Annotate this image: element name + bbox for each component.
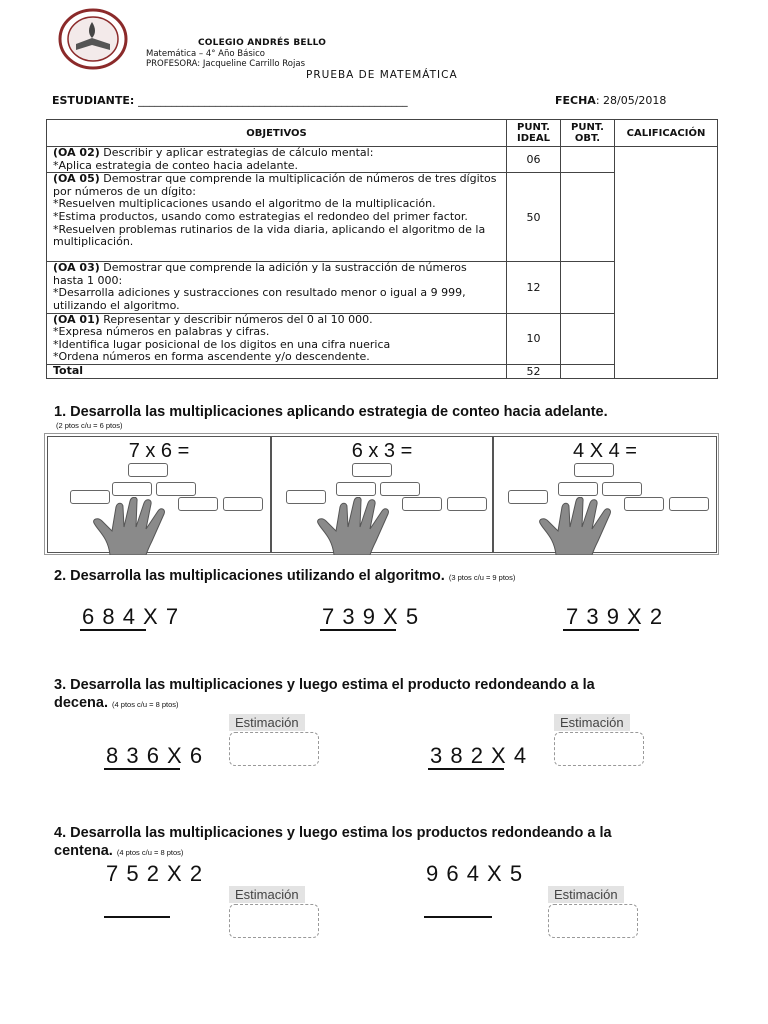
obtained-cell[interactable] <box>561 313 615 364</box>
count-box[interactable] <box>602 482 642 496</box>
hand-icon <box>536 497 646 555</box>
count-box[interactable] <box>223 497 263 511</box>
q3-points: (4 ptos c/u = 8 ptos) <box>112 700 179 709</box>
equation: 7 x 6 = <box>128 440 190 462</box>
table-row: (OA 05) Demostrar que comprende la multiplicación de números de tres dígitos por números de un dígito: *Resuelven multiplicaciones usando el algoritmo de la multiplicación. *Estima productos, usando como estrategias el redondeo del primer factor. *Resuelven problemas rutinarios de la vida diaria, aplicando el algoritmo de la multiplicación. 50 <box>47 173 718 262</box>
header-ideal: PUNT. IDEAL <box>507 120 561 147</box>
question-4: 4. Desarrolla las multiplicaciones y luego estima los productos redondeando a la <box>54 825 612 841</box>
operand-underline <box>563 629 639 631</box>
estimate-label: Estimación <box>229 886 305 903</box>
estimate-input[interactable] <box>554 732 644 766</box>
count-box[interactable] <box>156 482 196 496</box>
operation: 9 6 4 X 5 <box>426 861 524 886</box>
q4-points: (4 ptos c/u = 8 ptos) <box>116 848 184 857</box>
page-title: PRUEBA DE MATEMÁTICA <box>306 69 458 81</box>
count-box[interactable] <box>336 482 376 496</box>
estimate-box[interactable] <box>229 712 321 766</box>
ideal-cell: 12 <box>507 262 561 313</box>
estimate-label: Estimación <box>548 886 624 903</box>
estimate-box[interactable] <box>229 884 321 938</box>
count-box[interactable] <box>447 497 487 511</box>
estimate-input[interactable] <box>229 904 319 938</box>
school-logo <box>58 8 128 70</box>
question-2: 2. Desarrolla las multiplicaciones utilizando el algoritmo. (3 ptos c/u = 9 ptos) <box>54 568 516 584</box>
teacher-line: PROFESORA: Jacqueline Carrillo Rojas <box>146 59 305 69</box>
operand-underline <box>80 629 146 631</box>
date-label: FECHA <box>555 94 596 107</box>
equation: 4 X 4 = <box>573 440 637 462</box>
question-4-cont: centena. (4 ptos c/u = 8 ptos) <box>54 843 184 859</box>
header-obtained: PUNT. OBT. <box>561 120 615 147</box>
subject-line: Matemática – 4° Año Básico <box>146 49 265 59</box>
date-value: : 28/05/2018 <box>595 94 667 107</box>
hands-panel-group <box>44 433 719 555</box>
operand-underline <box>320 629 396 631</box>
table-row: (OA 02) Describir y aplicar estrategias de cálculo mental: *Aplica estrategia de conteo hacia adelante. 06 <box>47 147 718 173</box>
hand-icon <box>314 497 424 555</box>
objectives-table <box>46 119 718 379</box>
estimate-label: Estimación <box>229 714 305 731</box>
count-box[interactable] <box>352 463 392 477</box>
obtained-cell[interactable] <box>561 147 615 173</box>
operation: 6 8 4 X 7 <box>82 604 180 629</box>
total-obtained-cell[interactable] <box>561 364 615 378</box>
ideal-cell: 50 <box>507 173 561 262</box>
table-row: (OA 03) Demostrar que comprende la adición y la sustracción de números hasta 1 000: *Desarrolla adiciones y sustracciones con resultado menor o igual a 9 999, utilizando el algoritmo. 12 <box>47 262 718 313</box>
operation: 7 5 2 X 2 <box>106 861 204 886</box>
estimate-box[interactable] <box>548 884 640 938</box>
operand-underline <box>104 768 180 770</box>
date-field <box>555 94 666 107</box>
count-box[interactable] <box>112 482 152 496</box>
equation: 6 x 3 = <box>351 440 413 462</box>
header-grade: CALIFICACIÓN <box>615 120 718 147</box>
hand-panel <box>47 436 271 553</box>
estimate-label: Estimación <box>554 714 630 731</box>
answer-line <box>424 916 492 918</box>
hand-panel <box>493 436 717 553</box>
total-ideal: 52 <box>507 364 561 378</box>
answer-line <box>104 916 170 918</box>
estimate-input[interactable] <box>229 732 319 766</box>
student-label: ESTUDIANTE: <box>52 94 135 107</box>
question-3-cont: decena. (4 ptos c/u = 8 ptos) <box>54 695 179 711</box>
operation: 3 8 2 X 4 <box>430 743 528 768</box>
operation: 8 3 6 X 6 <box>106 743 204 768</box>
question-1: 1. Desarrolla las multiplicaciones aplicando estrategia de conteo hacia adelante. <box>54 404 608 420</box>
estimate-box[interactable] <box>554 712 646 766</box>
operand-underline <box>428 768 504 770</box>
school-name: COLEGIO ANDRÉS BELLO <box>198 38 327 48</box>
ideal-cell: 06 <box>507 147 561 173</box>
grade-cell[interactable] <box>615 147 718 379</box>
count-box[interactable] <box>669 497 709 511</box>
obtained-cell[interactable] <box>561 262 615 313</box>
estimate-input[interactable] <box>548 904 638 938</box>
student-line: _________________________________________________ <box>138 94 408 107</box>
total-label: Total <box>47 364 507 378</box>
q2-points: (3 ptos c/u = 9 ptos) <box>448 573 516 582</box>
count-box[interactable] <box>558 482 598 496</box>
count-box[interactable] <box>574 463 614 477</box>
ideal-cell: 10 <box>507 313 561 364</box>
table-row: (OA 01) Representar y describir números del 0 al 10 000. *Expresa números en palabras y cifras. *Identifica lugar posicional de los digitos en una cifra nuerica *Ordena números en forma ascendente y/o descendente. 10 <box>47 313 718 364</box>
operation: 7 3 9 X 2 <box>566 604 664 629</box>
hand-icon <box>90 497 200 555</box>
student-field[interactable] <box>52 94 408 107</box>
count-box[interactable] <box>380 482 420 496</box>
question-3: 3. Desarrolla las multiplicaciones y luego estima el producto redondeando a la <box>54 677 595 693</box>
hand-panel <box>271 436 493 553</box>
obtained-cell[interactable] <box>561 173 615 262</box>
q1-points: (2 ptos c/u = 6 ptos) <box>56 421 123 430</box>
count-box[interactable] <box>128 463 168 477</box>
header-objectives: OBJETIVOS <box>47 120 507 147</box>
operation: 7 3 9 X 5 <box>322 604 420 629</box>
